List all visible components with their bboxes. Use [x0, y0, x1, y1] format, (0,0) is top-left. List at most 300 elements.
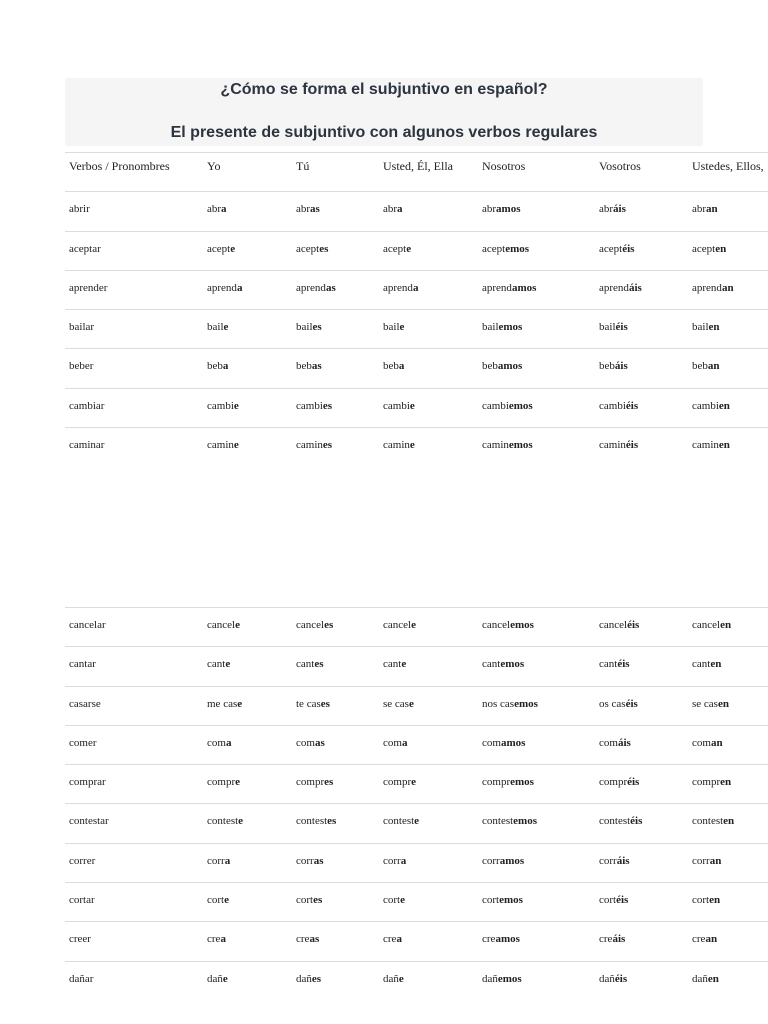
verb-stem: cre: [599, 933, 613, 946]
verb-stem: abr: [692, 203, 707, 216]
conjugated-form: [296, 400, 332, 412]
verb-stem: cambi: [383, 399, 410, 412]
verb-stem: acept: [599, 242, 623, 255]
verb-ending: en: [709, 894, 721, 907]
verb-stem: com: [482, 736, 501, 749]
table-row: [65, 843, 768, 882]
conjugated-form: [207, 203, 227, 215]
verb-ending: as: [325, 281, 336, 294]
verb-ending: es: [314, 658, 324, 671]
verb-stem: dañ: [383, 972, 399, 985]
verb-stem: com: [296, 736, 315, 749]
verb-ending: e: [414, 815, 420, 828]
conjugated-form: [207, 815, 243, 827]
verb-ending: áis: [628, 281, 642, 294]
conjugated-form: [599, 243, 634, 255]
conjugated-form: [692, 698, 729, 710]
verb-ending: e: [223, 321, 229, 334]
column-header: Yo: [207, 159, 221, 173]
conjugated-form: [383, 815, 419, 827]
verb-infinitive: cancelar: [69, 619, 106, 631]
conjugated-form: [692, 737, 723, 749]
verb-ending: éis: [625, 697, 638, 710]
verb-ending: áis: [613, 203, 626, 216]
verb-stem: aprend: [296, 281, 326, 294]
conjugated-form: [599, 933, 625, 945]
conjugated-form: [599, 698, 638, 710]
conjugated-form: [383, 439, 415, 451]
verb-stem: corr: [383, 854, 401, 867]
verb-infinitive: cambiar: [69, 399, 105, 412]
conjugated-form: [296, 933, 319, 945]
verb-ending: a: [412, 281, 419, 294]
conjugated-form: [599, 658, 630, 670]
verb-stem: cort: [296, 894, 314, 907]
table-row: [65, 921, 768, 960]
verb-ending: amos: [499, 854, 525, 867]
conjugated-form: [207, 439, 239, 451]
verb-stem: abr: [599, 203, 614, 216]
verb-ending: a: [222, 360, 229, 373]
verb-stem: com: [692, 736, 711, 749]
verb-stem: cant: [207, 658, 226, 671]
conjugated-form: [207, 776, 240, 788]
verb-ending: éis: [627, 776, 640, 789]
verb-stem: se cas: [383, 697, 409, 710]
verb-stem: compr: [383, 776, 412, 789]
verb-ending: a: [225, 736, 232, 749]
verb-infinitive: abrir: [69, 203, 90, 216]
page-title: ¿Cómo se forma el subjuntivo en español?: [220, 81, 548, 98]
column-header: Nosotros: [482, 159, 526, 173]
verb-infinitive: correr: [69, 854, 96, 867]
verb-ending: amos: [511, 281, 537, 294]
table-row: [65, 882, 768, 921]
verb-ending: as: [309, 933, 320, 946]
verb-ending: éis: [615, 321, 628, 334]
verb-stem: acept: [296, 242, 320, 255]
verb-ending: amos: [497, 360, 523, 373]
verb-stem: acept: [383, 242, 407, 255]
conjugated-form: [482, 619, 534, 631]
verb-ending: en: [715, 242, 727, 255]
verb-stem: camin: [207, 439, 234, 452]
conjugated-form: [482, 855, 524, 867]
verb-stem: cancel: [207, 619, 236, 631]
table-row: [65, 607, 768, 646]
verb-stem: contest: [207, 815, 239, 828]
verb-infinitive: beber: [69, 360, 94, 373]
verb-ending: en: [718, 399, 730, 412]
table-row: [65, 309, 768, 348]
verb-ending: e: [237, 697, 243, 710]
verb-stem: cort: [599, 894, 617, 907]
verb-ending: en: [720, 776, 732, 789]
verb-ending: e: [406, 242, 412, 255]
conjugated-form: [482, 321, 522, 333]
verb-ending: es: [319, 242, 329, 255]
verb-stem: bail: [296, 321, 313, 334]
conjugated-form: [296, 776, 333, 788]
verb-ending: e: [408, 697, 414, 710]
verb-infinitive: contestar: [69, 815, 109, 828]
verb-infinitive: dañar: [69, 972, 94, 985]
conjugated-form: [207, 360, 228, 372]
verb-stem: aprend: [482, 281, 512, 294]
verb-ending: a: [220, 933, 226, 946]
conjugated-form: [296, 698, 330, 710]
conjugated-form: [383, 203, 403, 215]
conjugated-form: [599, 894, 628, 906]
verb-stem: bail: [599, 321, 616, 334]
verb-ending: an: [710, 736, 723, 749]
conjugated-form: [383, 243, 411, 255]
conjugated-form: [599, 815, 642, 827]
verb-ending: as: [311, 360, 322, 373]
conjugated-form: [482, 698, 538, 710]
page-subtitle: El presente de subjuntivo con algunos verbos regulares: [170, 124, 598, 141]
verb-ending: a: [221, 203, 227, 216]
verb-stem: bail: [207, 321, 224, 334]
conjugated-form: [383, 658, 406, 670]
verb-stem: cancel: [482, 619, 511, 631]
conjugated-form: [383, 776, 416, 788]
conjugated-form: [383, 973, 404, 985]
verb-stem: cre: [383, 933, 397, 946]
verb-stem: camin: [692, 439, 719, 452]
verb-ending: a: [397, 203, 403, 216]
verb-stem: beb: [482, 360, 498, 373]
conjugated-form: [207, 933, 226, 945]
table-row: [65, 348, 768, 387]
verb-stem: cre: [207, 933, 221, 946]
conjugated-form: [482, 439, 533, 451]
verb-stem: cant: [599, 658, 618, 671]
conjugated-form: [482, 282, 536, 294]
verb-infinitive: cortar: [69, 894, 95, 907]
verb-ending: emos: [510, 619, 534, 631]
verb-ending: e: [398, 972, 404, 985]
verb-ending: en: [717, 697, 729, 710]
verb-ending: a: [396, 933, 402, 946]
verb-stem: dañ: [692, 972, 708, 985]
verb-ending: e: [409, 399, 415, 412]
verb-ending: áis: [614, 360, 628, 373]
verb-stem: corr: [692, 854, 710, 867]
conjugated-form: [383, 360, 404, 372]
verb-ending: es: [320, 697, 330, 710]
conjugated-form: [207, 400, 239, 412]
verb-stem: beb: [599, 360, 615, 373]
verb-ending: e: [235, 776, 240, 789]
verb-stem: compr: [207, 776, 236, 789]
conjugated-form: [599, 855, 630, 867]
conjugated-form: [482, 973, 522, 985]
verb-ending: e: [401, 658, 407, 671]
verb-ending: e: [235, 619, 240, 631]
verb-stem: cambi: [692, 399, 719, 412]
verb-stem: corr: [296, 854, 314, 867]
verb-ending: an: [705, 933, 718, 946]
conjugated-form: [207, 973, 228, 985]
table-row: [65, 725, 768, 764]
conjugated-form: [296, 815, 336, 827]
verb-ending: es: [322, 399, 333, 412]
verb-stem: camin: [599, 439, 626, 452]
conjugated-form: [692, 282, 734, 294]
conjugated-form: [482, 400, 533, 412]
verb-stem: cort: [383, 894, 401, 907]
verb-ending: es: [324, 776, 334, 789]
verb-ending: emos: [498, 321, 523, 334]
verb-ending: a: [236, 281, 243, 294]
verb-stem: cambi: [599, 399, 626, 412]
conjugated-form: [207, 855, 230, 867]
conjugated-form: [383, 321, 404, 333]
table-row: [65, 686, 768, 725]
verb-stem: beb: [692, 360, 708, 373]
verb-stem: cort: [482, 894, 500, 907]
conjugated-form: [692, 439, 730, 451]
verb-stem: cant: [692, 658, 711, 671]
verb-stem: com: [207, 736, 226, 749]
verb-stem: camin: [482, 439, 509, 452]
conjugated-form: [296, 619, 333, 631]
verb-stem: aprend: [599, 281, 629, 294]
verb-stem: compr: [296, 776, 325, 789]
table-row: [65, 961, 768, 1000]
conjugation-table-2: [65, 607, 768, 1000]
verb-ending: éis: [616, 894, 629, 907]
verb-ending: a: [224, 854, 231, 867]
verb-ending: éis: [630, 815, 643, 828]
table-header-row: [65, 152, 768, 191]
conjugated-form: [692, 321, 720, 333]
verb-ending: e: [400, 894, 405, 907]
verb-ending: e: [225, 658, 231, 671]
conjugated-form: [482, 360, 522, 372]
verb-ending: a: [398, 360, 405, 373]
table-row: [65, 427, 768, 466]
verb-ending: e: [222, 972, 228, 985]
conjugated-form: [599, 439, 638, 451]
verb-stem: cre: [296, 933, 310, 946]
verb-stem: abr: [482, 203, 497, 216]
conjugated-form: [692, 203, 718, 215]
verb-ending: an: [709, 854, 722, 867]
conjugated-form: [383, 933, 402, 945]
verb-ending: en: [708, 321, 720, 334]
conjugated-form: [383, 400, 415, 412]
table-row: [65, 803, 768, 842]
conjugated-form: [692, 855, 721, 867]
verb-stem: acept: [692, 242, 716, 255]
verb-ending: áis: [612, 933, 626, 946]
verb-ending: es: [312, 321, 322, 334]
verb-stem: compr: [482, 776, 511, 789]
title-banner: [65, 78, 703, 146]
conjugated-form: [296, 658, 324, 670]
verb-ending: emos: [505, 242, 530, 255]
table-row: [65, 388, 768, 427]
verb-stem: aprend: [207, 281, 237, 294]
verb-ending: es: [313, 894, 323, 907]
column-header: Tú: [296, 159, 310, 173]
verb-infinitive: caminar: [69, 439, 105, 452]
conjugated-form: [692, 243, 726, 255]
column-header: Usted, Él, Ella: [383, 159, 453, 173]
conjugated-form: [692, 815, 734, 827]
conjugated-form: [599, 737, 631, 749]
conjugated-form: [482, 776, 534, 788]
verb-ending: éis: [614, 972, 628, 985]
conjugated-form: [599, 973, 627, 985]
verb-ending: e: [411, 619, 416, 631]
verb-stem: beb: [383, 360, 399, 373]
verb-stem: com: [599, 736, 618, 749]
verb-ending: es: [324, 619, 334, 631]
verb-ending: e: [409, 439, 415, 452]
verb-stem: cambi: [207, 399, 234, 412]
verb-stem: contest: [383, 815, 415, 828]
verb-stem: contest: [599, 815, 631, 828]
conjugated-form: [207, 658, 230, 670]
verb-ending: éis: [627, 619, 640, 631]
verb-stem: bail: [383, 321, 400, 334]
verb-stem: abr: [383, 203, 398, 216]
conjugated-form: [482, 243, 529, 255]
conjugated-form: [599, 619, 639, 631]
verb-stem: corr: [599, 854, 617, 867]
table-row: [65, 231, 768, 270]
verb-stem: dañ: [482, 972, 498, 985]
verb-stem: cre: [692, 933, 706, 946]
verb-infinitive: aceptar: [69, 242, 101, 255]
verb-stem: cort: [692, 894, 710, 907]
verb-ending: es: [311, 972, 322, 985]
conjugated-form: [599, 282, 642, 294]
verb-ending: e: [238, 815, 244, 828]
verb-ending: e: [233, 439, 239, 452]
verb-stem: cancel: [383, 619, 412, 631]
verb-stem: bail: [482, 321, 499, 334]
verb-ending: e: [399, 321, 405, 334]
verb-ending: áis: [616, 854, 630, 867]
conjugated-form: [207, 698, 242, 710]
column-header: Verbos / Pronombres: [69, 159, 170, 173]
verb-stem: camin: [296, 439, 323, 452]
conjugated-form: [692, 619, 731, 631]
verb-stem: beb: [296, 360, 312, 373]
conjugated-form: [383, 737, 407, 749]
table-row: [65, 646, 768, 685]
conjugated-form: [207, 737, 231, 749]
verb-stem: abr: [207, 203, 222, 216]
verb-ending: en: [720, 619, 732, 631]
conjugated-form: [296, 737, 325, 749]
verb-ending: en: [707, 972, 719, 985]
verb-stem: aprend: [383, 281, 413, 294]
verb-infinitive: casarse: [69, 697, 101, 710]
verb-stem: dañ: [207, 972, 223, 985]
conjugated-form: [383, 855, 406, 867]
verb-ending: emos: [510, 776, 534, 789]
verb-stem: te cas: [296, 697, 321, 710]
verb-stem: dañ: [599, 972, 615, 985]
column-header: Ustedes, Ellos,: [692, 159, 764, 173]
conjugated-form: [383, 698, 414, 710]
verb-stem: compr: [599, 776, 628, 789]
conjugated-form: [692, 360, 720, 372]
conjugated-form: [383, 619, 416, 631]
verb-ending: emos: [508, 439, 533, 452]
verb-ending: amos: [500, 736, 526, 749]
conjugated-form: [482, 815, 537, 827]
verb-infinitive: bailar: [69, 321, 95, 334]
verb-stem: acept: [207, 242, 231, 255]
verb-ending: éis: [625, 399, 639, 412]
verb-stem: nos cas: [482, 697, 515, 710]
verb-stem: cre: [482, 933, 496, 946]
verb-infinitive: cantar: [69, 658, 96, 671]
verb-ending: e: [233, 399, 239, 412]
conjugated-form: [482, 933, 520, 945]
conjugated-form: [692, 973, 719, 985]
verb-ending: es: [322, 439, 333, 452]
column-header: Vosotros: [599, 159, 641, 173]
verb-ending: as: [314, 736, 325, 749]
conjugated-form: [599, 776, 639, 788]
verb-stem: contest: [296, 815, 328, 828]
verb-ending: emos: [500, 658, 525, 671]
verb-stem: dañ: [296, 972, 312, 985]
verb-stem: beb: [207, 360, 223, 373]
table-row: [65, 191, 768, 230]
verb-ending: e: [411, 776, 416, 789]
verb-ending: éis: [617, 658, 630, 671]
conjugated-form: [296, 894, 322, 906]
verb-stem: contest: [692, 815, 724, 828]
verb-ending: emos: [513, 815, 537, 828]
conjugated-form: [692, 658, 721, 670]
conjugated-form: [599, 360, 628, 372]
conjugated-form: [692, 894, 720, 906]
verb-ending: amos: [495, 933, 520, 946]
verb-infinitive: comprar: [69, 776, 106, 789]
verb-stem: cancel: [599, 619, 628, 631]
verb-stem: contest: [482, 815, 514, 828]
verb-ending: an: [721, 281, 734, 294]
verb-stem: cant: [482, 658, 501, 671]
conjugated-form: [599, 400, 638, 412]
conjugated-form: [599, 203, 626, 215]
verb-stem: cort: [207, 894, 225, 907]
verb-stem: corr: [482, 854, 500, 867]
conjugated-form: [296, 439, 332, 451]
verb-ending: a: [401, 736, 408, 749]
verb-ending: an: [707, 360, 720, 373]
conjugation-table-1: [65, 152, 768, 466]
verb-stem: com: [383, 736, 402, 749]
conjugated-form: [692, 400, 730, 412]
conjugated-form: [383, 282, 418, 294]
verb-ending: emos: [497, 972, 522, 985]
verb-stem: cancel: [296, 619, 325, 631]
verb-infinitive: aprender: [69, 281, 108, 294]
verb-stem: os cas: [599, 697, 626, 710]
conjugated-form: [482, 203, 521, 215]
conjugated-form: [207, 894, 229, 906]
